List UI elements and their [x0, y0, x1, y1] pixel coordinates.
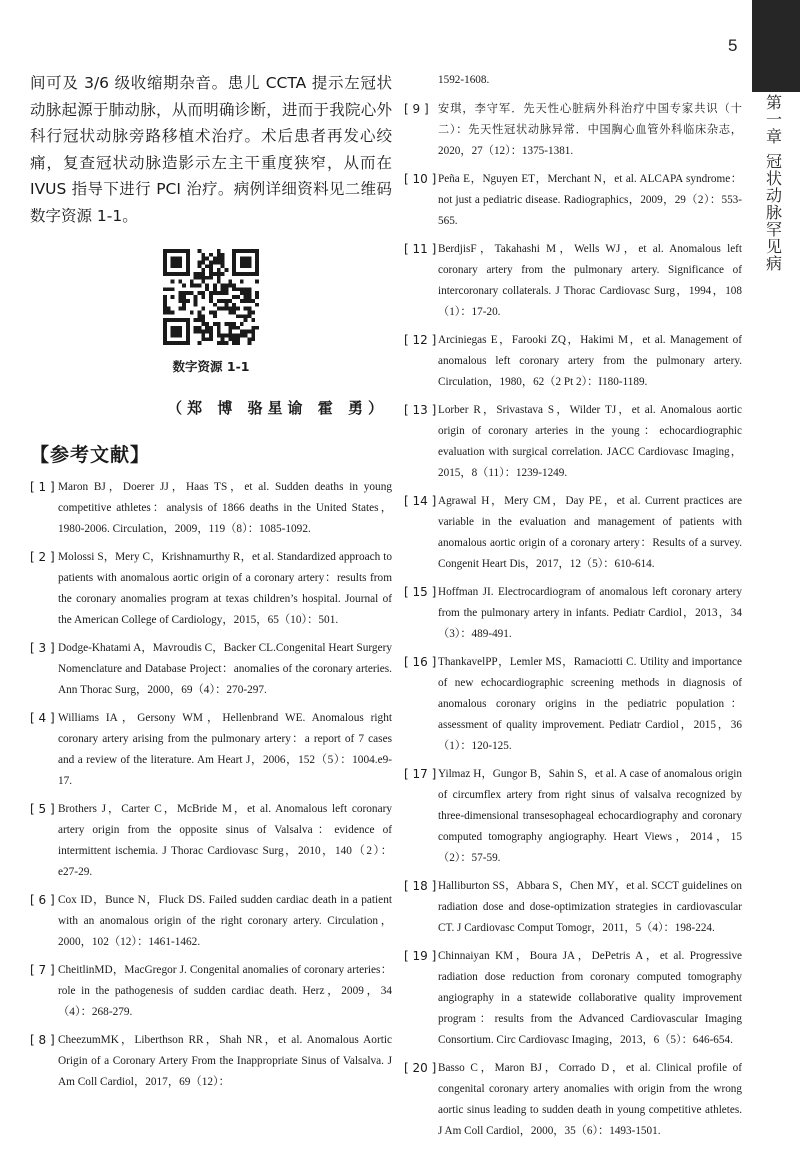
reference-item [30, 1030, 392, 1093]
reference-item [404, 764, 742, 869]
reference-text: Arciniegas E，Farooki ZQ，Hakimi M，et al. Management of anomalous left coronary artery from the pulmonary artery. Circulation，1980，62（2 Pt 2）：I180-1189. [438, 334, 742, 388]
reference-text: Dodge-Khatami A，Mavroudis C，Backer CL.Congenital Heart Surgery Nomenclature and Database Project：anomalies of the coronary arteries. Ann Thorac Surg，2000，69（4）：270-297. [58, 642, 392, 696]
reference-number: [ 12 ] [404, 333, 437, 347]
reference-number: [ 15 ] [404, 585, 437, 599]
reference-item [404, 946, 742, 1051]
reference-text: Halliburton SS，Abbara S，Chen MY，et al. SCCT guidelines on radiation dose and dose-optimization strategies in cardiovascular CT. J Cardiovasc Comput Tomogr，2011，5（4）：198-224. [438, 880, 742, 934]
reference-text: 安琪，李守军．先天性心脏病外科治疗中国专家共识（十二）：先天性冠状动脉异常．中国胸心血管外科临床杂志，2020，27（12）：1375-1381. [438, 103, 742, 157]
reference-number: [ 19 ] [404, 949, 437, 963]
reference-number: [ 13 ] [404, 403, 437, 417]
chapter-title: 冠 状 动 脉 罕 见 病 [765, 152, 782, 273]
reference-text: Molossi S，Mery C，Krishnamurthy R，et al. Standardized approach to patients with anomalous aortic origin of a coronary artery：results from the coronary anomalies program at texas children’s hospital. Journal of the American College of Cardiology，2015，65（10）：501. [58, 551, 392, 626]
reference-number: [ 20 ] [404, 1061, 437, 1075]
chapter-tab [763, 94, 785, 272]
reference-text: CheezumMK，Liberthson RR，Shah NR，et al. Anomalous Aortic Origin of a Coronary Artery From the Inappropriate Sinus of Valsalva. J Am Coll Cardiol，2017，69（12）： [58, 1034, 392, 1088]
reference-text: Basso C，Maron BJ，Corrado D，et al. Clinical profile of congenital coronary artery anomalies with origin from the wrong aortic sinus leading to sudden death in young competitive athletes. J Am Coll Cardiol，2000，35（6）：1493-1501. [438, 1062, 742, 1137]
reference-number: [ 4 ] [30, 711, 55, 725]
left-column [30, 70, 392, 1100]
references-heading: 【参考文献】 [30, 444, 151, 466]
body-paragraph: 间可及 3/6 级收缩期杂音。患儿 CCTA 提示左冠状动脉起源于肺动脉，从而明确诊断，进而于我院心外科行冠状动脉旁路移植术治疗。术后患者再发心绞痛，复查冠状动脉造影示左主干重度狭窄，从而在 IVUS 指导下进行 PCI 治疗。病例详细资料见二维码数字资源 1-1。 [30, 74, 392, 225]
authors: （郑 博 骆星谕 霍 勇） [167, 399, 388, 417]
qr-section [30, 249, 392, 375]
qr-code-image [163, 249, 259, 345]
reference-text: Brothers J，Carter C，McBride M，et al. Anomalous left coronary artery origin from the opposite sinus of Valsalva：evidence of intermittent ischemia. J Thorac Cardiovasc Surg，2010，140（2）：e27-29. [58, 803, 392, 878]
reference-number: [ 6 ] [30, 893, 55, 907]
reference-text: Lorber R，Srivastava S，Wilder TJ，et al. Anomalous aortic origin of coronary arteries in the young：echocardiographic evaluation with surgical correlation. JACC Cardiovasc Imaging，2015，8（11）：1239-1249. [438, 404, 742, 479]
reference-item [30, 547, 392, 631]
reference-text: Maron BJ，Doerer JJ，Haas TS，et al. Sudden deaths in young competitive athletes：analysis of 1866 deaths in the United States，1980-2006. Circulation，2009，119（8）：1085-1092. [58, 481, 392, 535]
reference-number: [ 5 ] [30, 802, 55, 816]
reference-item [30, 477, 392, 540]
reference-item [404, 330, 742, 393]
reference-item [404, 491, 742, 575]
references-list-right [404, 99, 742, 1142]
reference-number: [ 17 ] [404, 767, 437, 781]
reference-item [404, 582, 742, 645]
reference-number: [ 1 ] [30, 480, 55, 494]
reference-item [30, 799, 392, 883]
chapter-label: 第 一 章 [765, 93, 782, 146]
reference-text: CheitlinMD，MacGregor J. Congenital anomalies of coronary arteries：role in the pathogenesis of sudden cardiac death. Herz，2009，34（4）：268-279. [58, 964, 392, 1018]
page-number: 5 [728, 36, 738, 55]
chapter-side-tab [752, 0, 800, 92]
reference-text: Peña E，Nguyen ET，Merchant N，et al. ALCAPA syndrome：not just a pediatric disease. Radiographics，2009，29（2）：553-565. [438, 173, 742, 227]
reference-text: Cox ID，Bunce N，Fluck DS. Failed sudden cardiac death in a patient with an anomalous origin of the right coronary artery. Circulation，2000，102（12）：1461-1462. [58, 894, 392, 948]
reference-number: [ 7 ] [30, 963, 55, 977]
qr-caption: 数字资源 1-1 [172, 359, 250, 374]
reference-number: [ 2 ] [30, 550, 55, 564]
reference-number: [ 16 ] [404, 655, 437, 669]
reference-text: Yilmaz H，Gungor B，Sahin S，et al. A case of anomalous origin of circumflex artery from right sinus of valsalva recognized by three-dimensional transesophageal echocardiography and coronary computed tomography angiography. Heart Views，2014，15（2）：57-59. [438, 768, 742, 864]
reference-item [404, 239, 742, 323]
reference-number: [ 18 ] [404, 879, 437, 893]
reference-number: [ 9 ] [404, 102, 429, 116]
reference-item [404, 1058, 742, 1142]
reference-text: Williams IA，Gersony WM，Hellenbrand WE. Anomalous right coronary artery arising from the pulmonary artery：a report of 7 cases and a review of the literature. Am Heart J，2006，152（5）：1004.e9-17. [58, 712, 392, 787]
reference-item [404, 400, 742, 484]
reference-item [404, 169, 742, 232]
reference-continuation: 1592-1608. [438, 74, 490, 86]
reference-item [30, 708, 392, 792]
reference-text: BerdjisF，Takahashi M，Wells WJ，et al. Anomalous left coronary artery from the pulmonary artery. Significance of intercoronary collaterals. J Thorac Cardiovasc Surg，1994，108（1）：17-20. [438, 243, 742, 318]
reference-number: [ 8 ] [30, 1033, 55, 1047]
qr-code[interactable] [163, 249, 259, 345]
reference-text: Hoffman JI. Electrocardiogram of anomalous left coronary artery from the pulmonary artery in infants. Pediatr Cardiol，2013，34（3）：489-491. [438, 586, 742, 640]
reference-item [30, 960, 392, 1023]
right-column [404, 70, 742, 1149]
references-list-left [30, 477, 392, 1093]
reference-item [404, 652, 742, 757]
reference-item [404, 876, 742, 939]
reference-number: [ 11 ] [404, 242, 437, 256]
reference-text: ThankavelPP，Lemler MS，Ramaciotti C. Utility and importance of new echocardiographic screening methods in diagnosis of anomalous coronary origins in the pediatric population：assessment of quality improvement. Pediatr Cardiol，2015，36（1）：120-125. [438, 656, 742, 752]
reference-item [404, 99, 742, 162]
reference-number: [ 10 ] [404, 172, 437, 186]
reference-item [30, 890, 392, 953]
reference-number: [ 3 ] [30, 641, 55, 655]
reference-text: Agrawal H，Mery CM，Day PE，et al. Current practices are variable in the evaluation and management of patients with anomalous aortic origin of a coronary artery：Results of a survey. Congenit Heart Dis，2017，12（5）：610-614. [438, 495, 742, 570]
reference-number: [ 14 ] [404, 494, 437, 508]
reference-item [30, 638, 392, 701]
reference-text: Chinnaiyan KM，Boura JA，DePetris A，et al. Progressive radiation dose reduction from coronary computed tomography angiography in a statewide collaborative quality improvement program：results from the Advanced Cardiovascular Imaging Consortium. Circ Cardiovasc Imaging，2013，6（5）：646-654. [438, 950, 742, 1046]
